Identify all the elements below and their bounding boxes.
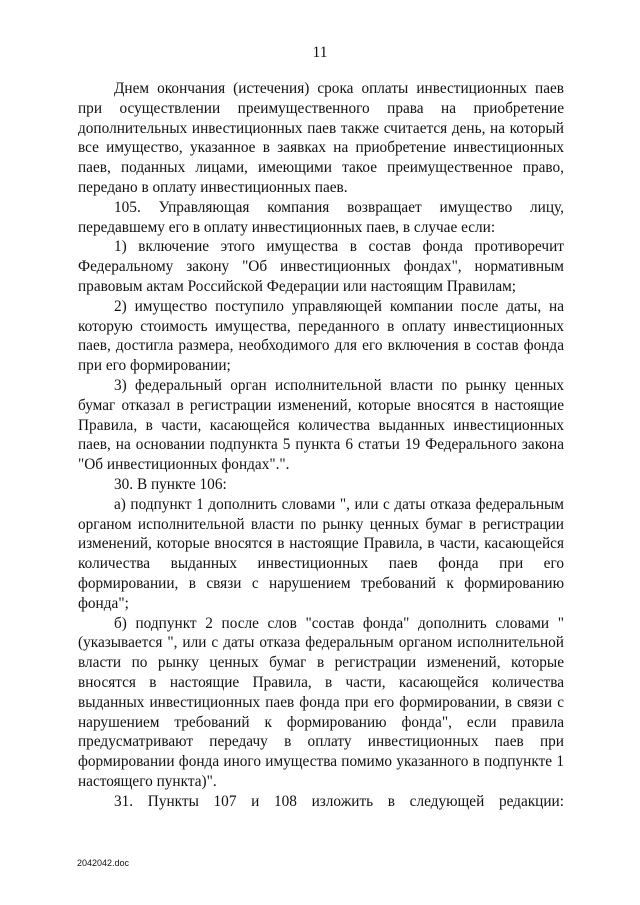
paragraph: а) подпункт 1 дополнить словами ", или с даты отказа федеральным органом исполнительной власти по рынку ценных бумаг в регистрации изменений, которые вносятся в настоящие Правила, в части, касающейся количества выданных инвестиционных паев фонда при его формировании, в связи с нарушением требований к формированию фонда";	[78, 495, 564, 612]
paragraph: 30. В пункте 106:	[114, 475, 227, 493]
page-number: 11	[312, 44, 328, 61]
file-name-footer: 2042042.doc	[77, 858, 130, 868]
paragraph: 1) включение этого имущества в состав фонда противоречит Федеральному закону "Об инвестиционных фондах", нормативным правовым актам Российской Федерации или настоящим Правилам;	[78, 238, 564, 295]
document-body	[78, 79, 564, 811]
paragraph: 3) федеральный орган исполнительной власти по рынку ценных бумаг отказал в регистрации изменений, которые вносятся в настоящие Правила, в части, касающейся количества выданных инвестиционных паев, на основании подпункта 5 пункта 6 статьи 19 Федерального закона "Об инвестиционных фондах".".	[78, 376, 564, 474]
paragraph: 31. Пункты 107 и 108 изложить в следующей редакции:	[114, 792, 564, 810]
paragraph: 2) имущество поступило управляющей компании после даты, на которую стоимость имущества, переданного в оплату инвестиционных паев, достигла размера, необходимого для его включения в состав фонда при его формировании;	[78, 297, 564, 375]
paragraph: б) подпункт 2 после слов "состав фонда" дополнить словами "(указывается ", или с даты отказа федеральным органом исполнительной власти по рынку ценных бумаг в регистрации изменений, которые вносятся в настоящие Правила, в части, касающейся количества выданных инвестиционных паев фонда при его формировании, в связи с нарушением требований к формированию фонда", если правила предусматривают передачу в оплату инвестиционных паев при формировании фонда иного имущества помимо указанного в подпункте 1 настоящего пункта)".	[78, 614, 564, 790]
paragraph: Днем окончания (истечения) срока оплаты инвестиционных паев при осуществлении преимущественного права на приобретение дополнительных инвестиционных паев также считается день, на который все имущество, указанное в заявках на приобретение инвестиционных паев, поданных лицами, имеющими такое преимущественное право, передано в оплату инвестиционных паев.	[78, 80, 564, 196]
paragraph: 105. Управляющая компания возвращает имущество лицу, передавшему его в оплату инвестиционных паев, в случае если:	[78, 198, 564, 236]
